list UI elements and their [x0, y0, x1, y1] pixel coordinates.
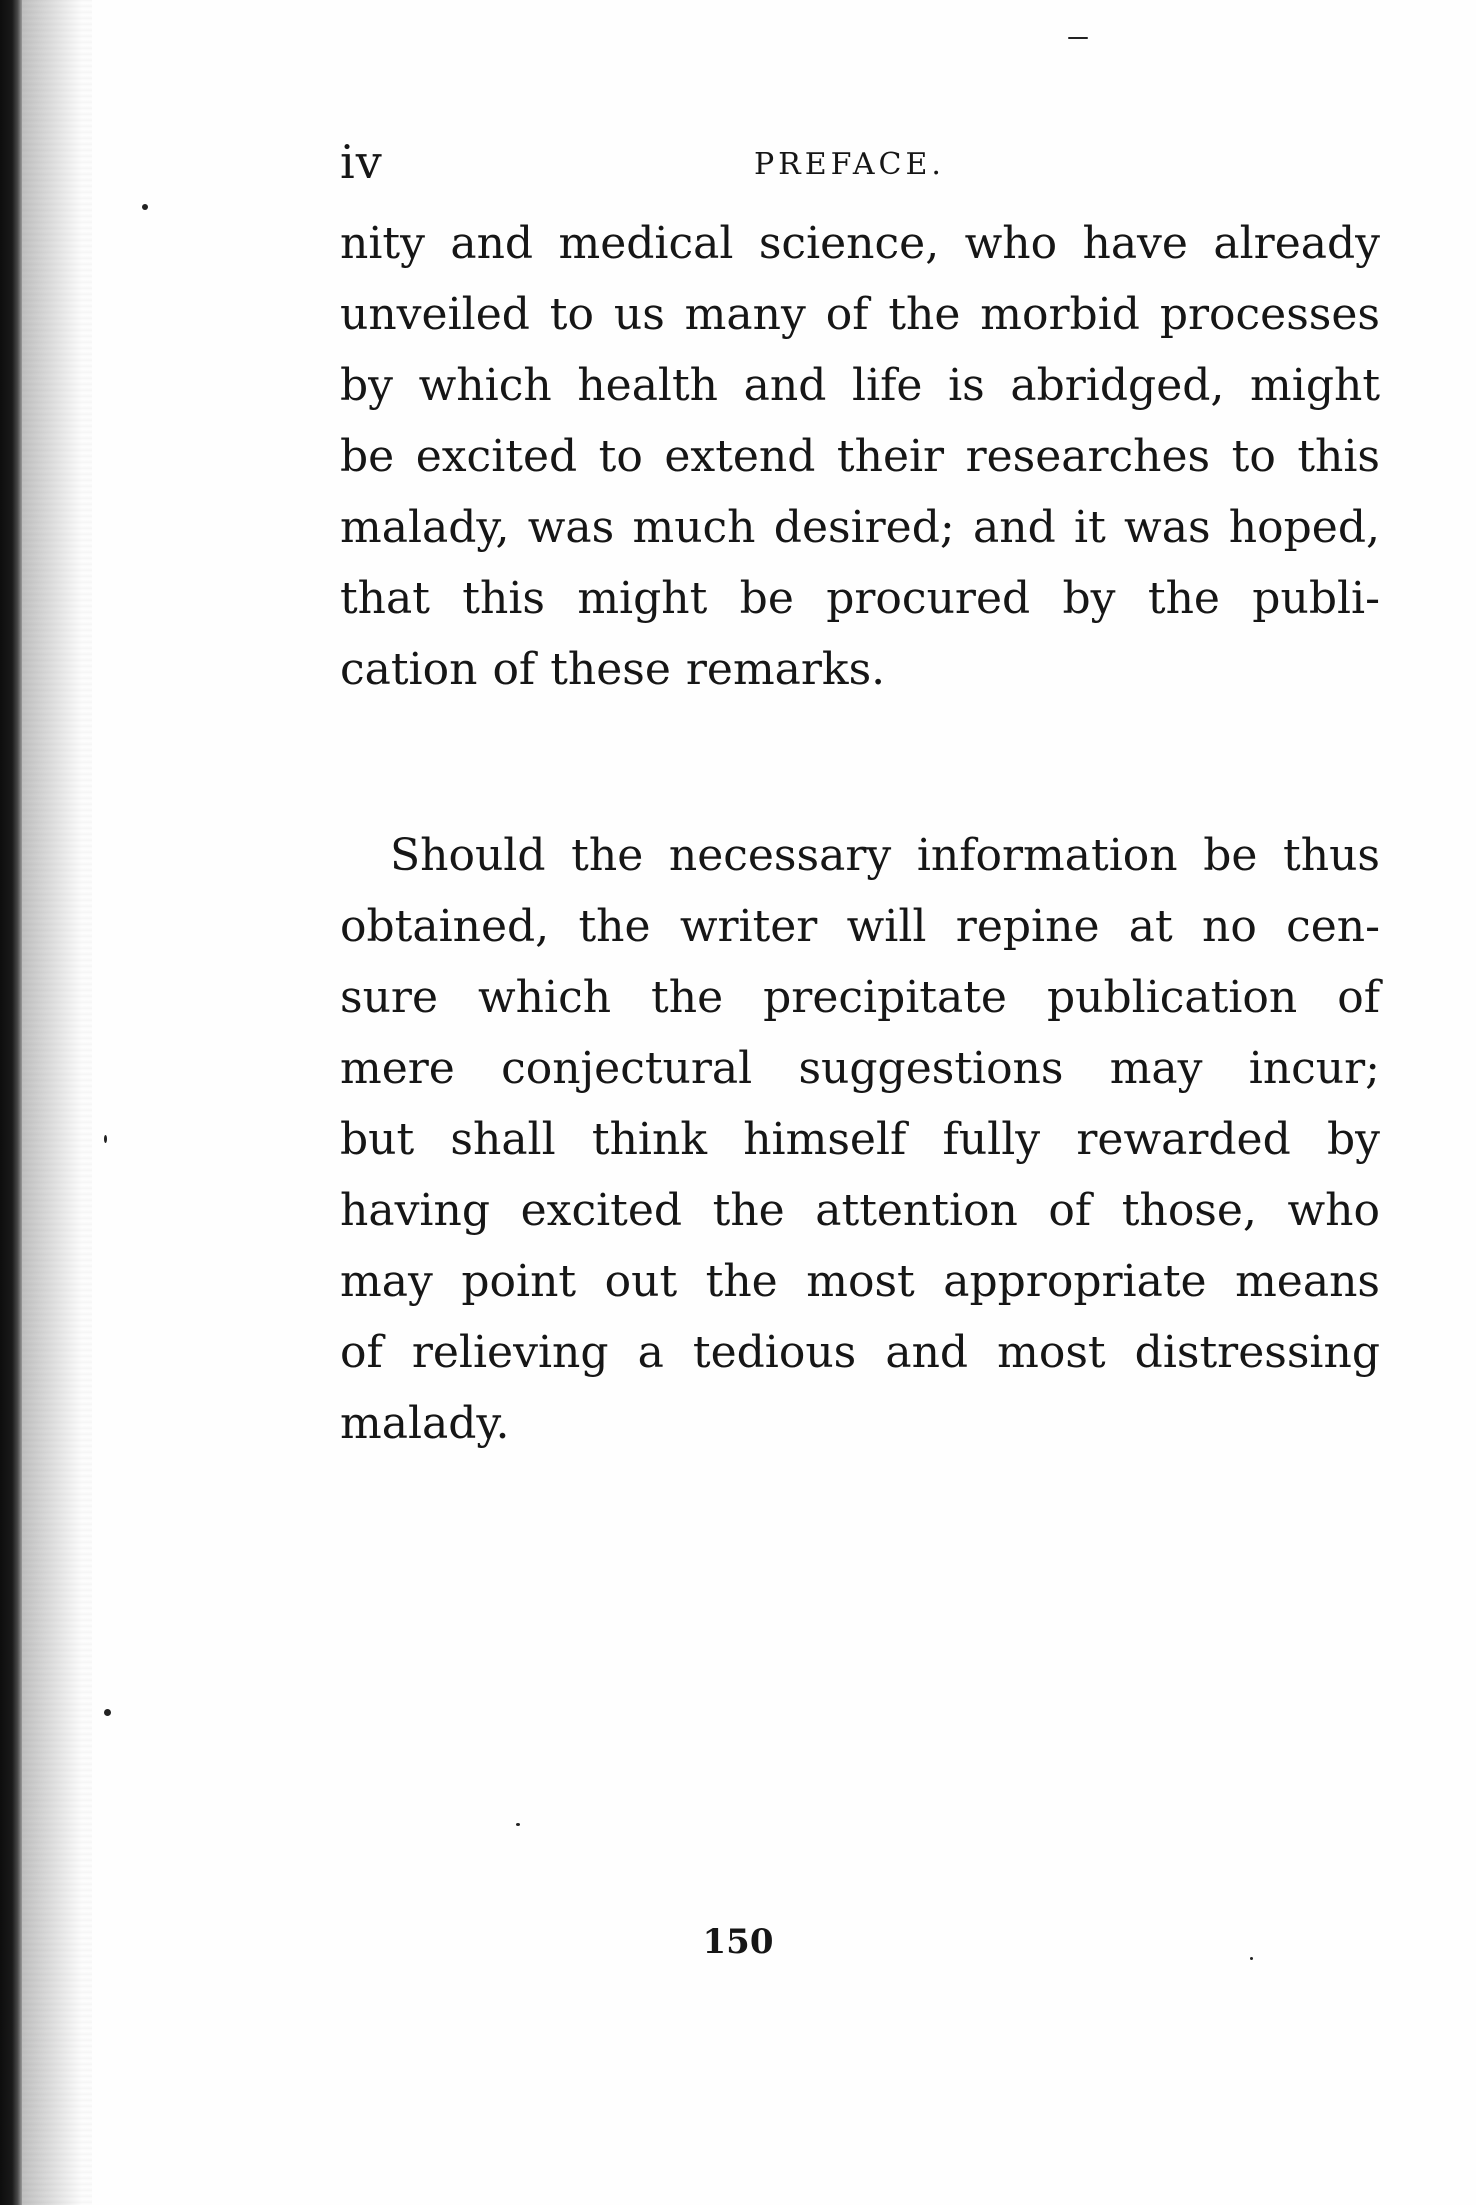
- scan-speck: [1068, 37, 1088, 39]
- text-line: sure which the precipitate publication of: [340, 972, 1380, 1023]
- page-folio: 150: [702, 1922, 774, 1962]
- scan-speck: [1250, 1957, 1253, 1960]
- text-line: may point out the most appropriate means: [340, 1256, 1380, 1307]
- text-line: be excited to extend their researches to this: [340, 431, 1380, 482]
- text-line: but shall think himself fully rewarded by: [340, 1114, 1380, 1165]
- text-line: of relieving a tedious and most distressing: [340, 1327, 1380, 1378]
- text-line: malady, was much desired; and it was hoped,: [340, 502, 1380, 553]
- scan-speck: [104, 1709, 111, 1716]
- scan-speck: [104, 1135, 107, 1143]
- scan-speck: [516, 1823, 520, 1826]
- binding-edge: [0, 0, 22, 2205]
- text-line: having excited the attention of those, who: [340, 1185, 1380, 1236]
- paragraph-1: [340, 208, 1380, 705]
- text-line: that this might be procured by the publi-: [340, 573, 1380, 624]
- paragraph-2: [340, 820, 1380, 1459]
- scan-speck: [142, 204, 148, 210]
- page-header: [340, 132, 1380, 192]
- text-line: cation of these remarks.: [340, 644, 886, 695]
- text-line: mere conjectural suggestions may incur;: [340, 1043, 1380, 1094]
- text-line: nity and medical science, who have already: [340, 218, 1380, 269]
- text-line: Should the necessary information be thus: [390, 830, 1380, 881]
- text-line: obtained, the writer will repine at no cen-: [340, 901, 1380, 952]
- text-line: malady.: [340, 1398, 510, 1449]
- binding-texture: [22, 0, 92, 2205]
- text-line: unveiled to us many of the morbid processes: [340, 289, 1380, 340]
- running-head: PREFACE.: [754, 147, 945, 182]
- page-number-roman: iv: [340, 135, 383, 189]
- text-line: by which health and life is abridged, might: [340, 360, 1380, 411]
